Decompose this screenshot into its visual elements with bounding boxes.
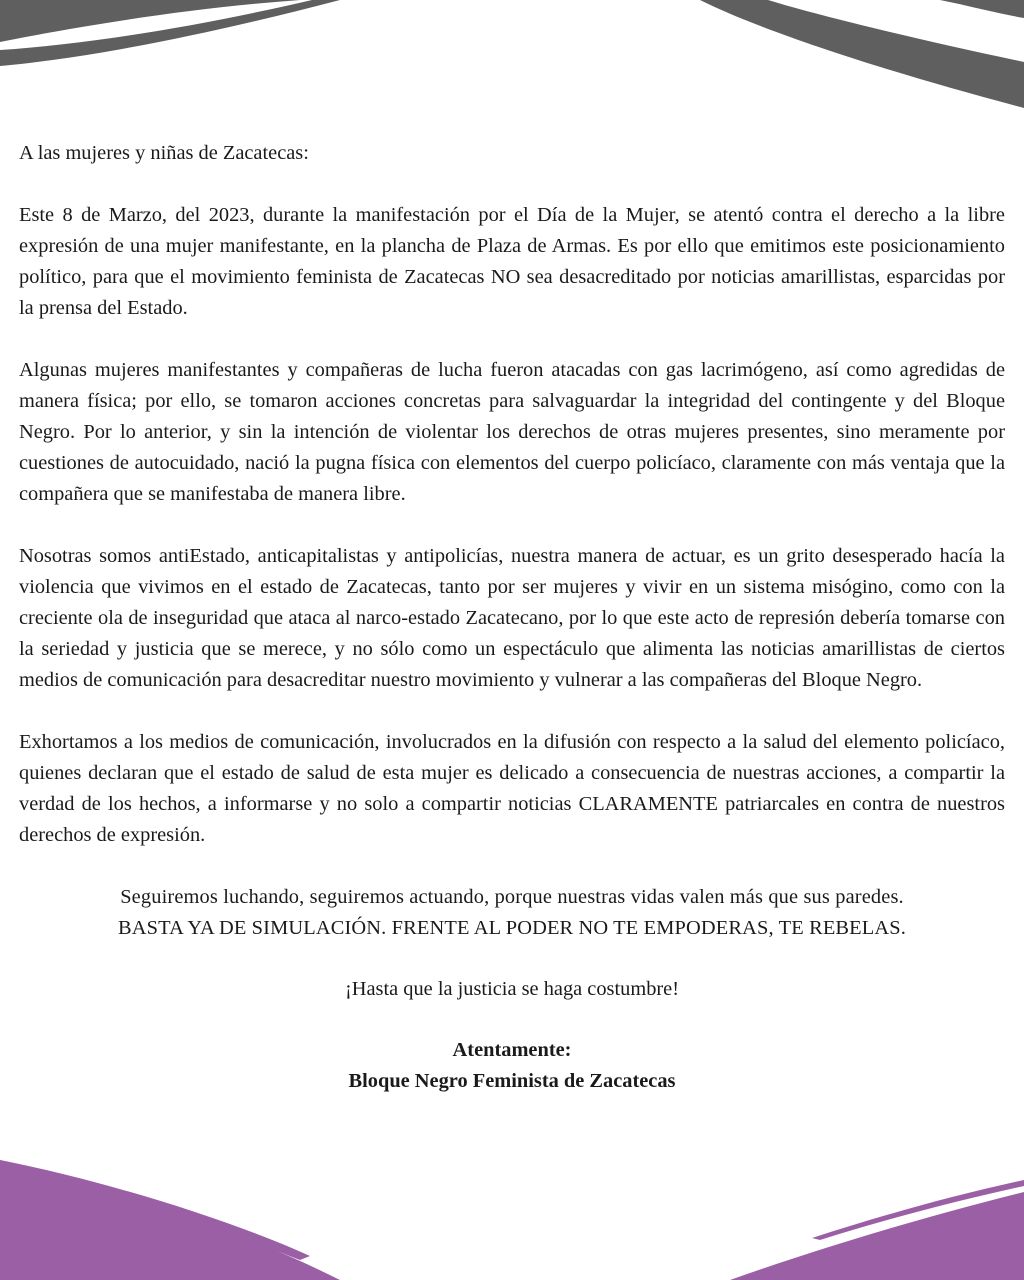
letter-body <box>19 138 1005 1097</box>
signoff-name: Bloque Negro Feminista de Zacatecas <box>348 1070 676 1092</box>
paragraph-4: Exhortamos a los medios de comunicación, involucrados en la difusión con respecto a la salud del elemento policíaco, quienes declaran que el estado de salud de esta mujer es delicado a consecuencia de nuestras acciones, a compartir la verdad de los hechos, a informarse y no solo a compartir noticias CLARAMENTE patriarcales en contra de nuestros derechos de expresión. <box>19 731 1005 846</box>
closing-line-1: Seguiremos luchando, seguiremos actuando, porque nuestras vidas valen más que sus paredes. <box>120 886 904 908</box>
paragraph-3: Nosotras somos antiEstado, anticapitalistas y antipolicías, nuestra manera de actuar, es un grito desesperado hacía la violencia que vivimos en el estado de Zacatecas, tanto por ser mujeres y vivir en un sistema misógino, como con la creciente ola de inseguridad que ataca al narco-estado Zacatecano, por lo que este acto de represión debería tomarse con la seriedad y justicia que se merece, y no sólo como un espectáculo que alimenta las noticias amarillistas de ciertos medios de comunicación para desacreditar nuestro movimiento y vulnerar a las compañeras del Bloque Negro. <box>19 545 1005 691</box>
paragraph-2: Algunas mujeres manifestantes y compañeras de lucha fueron atacadas con gas lacrimógeno, así como agredidas de manera física; por ello, se tomaron acciones concretas para salvaguardar la integridad del contingente y del Bloque Negro. Por lo anterior, y sin la intención de violentar los derechos de otras mujeres presentes, sino meramente por cuestiones de autocuidado, nació la pugna física con elementos del cuerpo policíaco, claramente con más ventaja que la compañera que se manifestaba de manera libre. <box>19 359 1005 505</box>
bottom-right-wave <box>730 1192 1024 1280</box>
closing-line-2: BASTA YA DE SIMULACIÓN. FRENTE AL PODER NO TE EMPODERAS, TE REBELAS. <box>118 917 906 939</box>
top-right-wave-thin <box>940 0 1024 18</box>
paragraph-1: Este 8 de Marzo, del 2023, durante la manifestación por el Día de la Mujer, se atentó contra el derecho a la libre expresión de una mujer manifestante, en la plancha de Plaza de Armas. Es por ello que emitimos este posicionamiento político, para que el movimiento feminista de Zacatecas NO sea desacreditado por noticias amarillistas, esparcidas por la prensa del Estado. <box>19 204 1005 319</box>
top-right-wave <box>700 0 1024 108</box>
signoff-label: Atentamente: <box>452 1039 572 1061</box>
slogan: ¡Hasta que la justicia se haga costumbre! <box>344 978 680 1000</box>
bottom-wave-decoration <box>0 1160 1024 1280</box>
top-wave-decoration <box>0 0 1024 120</box>
salutation: A las mujeres y niñas de Zacatecas: <box>19 142 309 164</box>
